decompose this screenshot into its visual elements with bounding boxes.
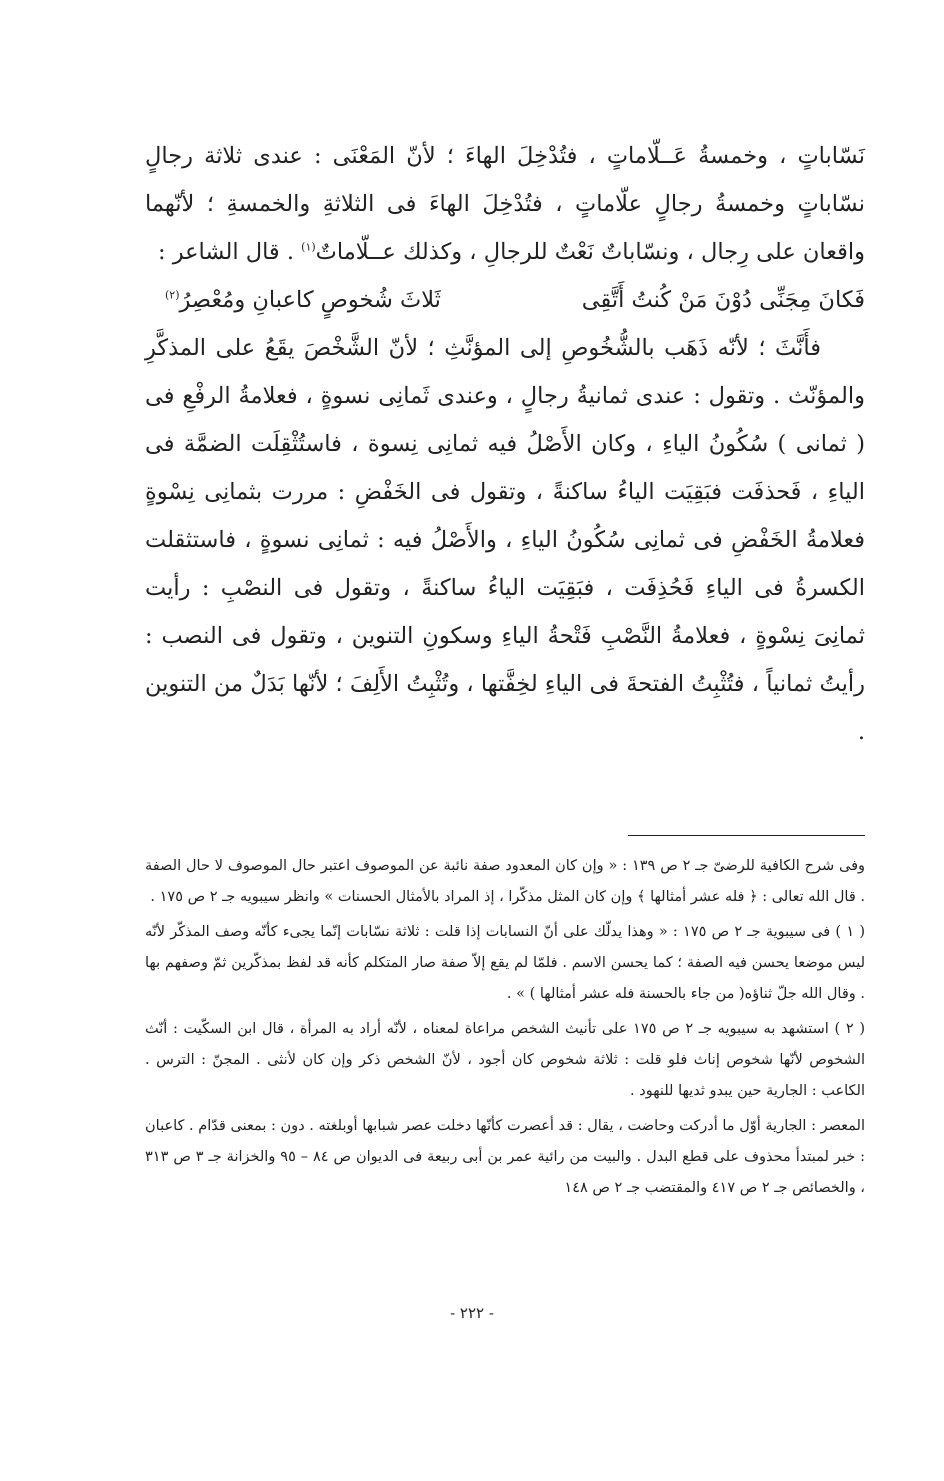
poetry-verse [165, 276, 865, 324]
page-number: - ٢٢٢ - [450, 1304, 494, 1322]
footnote-1: ( ١ ) فى سيبوية جـ ٢ ص ١٧٥ : « وهذا يدلّك على أنّ النسابات إذا قلت : ثلاثة نسّابات إنّما يجىء كأنّه وصف المذكّر لأنّه ليس موضعا يحسن فيه الصفة ؛ كما يحسن الاسم . فلمّا لم يقع إلاّ صفة صار المتكلم كأنه قد لفظ بمذكّرين ثمّ وصفهم بها . وقال الله جلّ ثناؤه( من جاء بالحسنة فله عشر أمثالها ) » . [145, 924, 865, 1002]
paragraph-1-tail: . قال الشاعر : [157, 239, 302, 265]
main-paragraph-2: فأَنَّثَ ؛ لأنّه ذَهَب بالشُّخُوصِ إلى المؤنَّثِ ؛ لأنّ الشَّخْصَ يقَعُ على المذكَّرِ والمؤنّث . وتقول : عندى ثمانيةُ رجالٍ ، وعندى ثَمانِى نسوةٍ ، فعلامةُ الرفْعِ فى ( ثمانى ) سُكُونُ الياءِ ، وكان الأَصْلُ فيه ثمانِى نِسوة ، فاستُثْقِلَت الضمَّة فى الياءِ ، فَحذفَت فبَقِيَت الياءُ ساكنةً ، وتقول فى الخَفْضِ : مررت بثمانِى نِسْوةٍ فعلامةُ الخَفْضِ فى ثمانِى سُكُونُ الياءِ ، والأَصْلُ فيه : ثمانِى نسوةٍ ، فاستثقلت الكسرةُ فى الياءِ فَحُذِفَت ، فبَقِيَت الياءُ ساكنةً ، وتقول فى النصْبِ : رأيت ثمانِىَ نِسْوةٍ ، فعلامةُ النَّصْبِ فَتْحةُ الياءِ وسكونِ التنوين ، وتقول فى النصب : رأيتُ ثمانياً ، فتُثْبِتُ الفتحةَ فى الياءِ لخِفَّتها ، وتُثْبِتُ الأَلِفَ ؛ لأنّها بَدَلٌ من التنوين . [145, 335, 865, 745]
footnote-2-continued: المعصر : الجارية أوّل ما أدركت وحاضت ، يقال : قد أعصرت كأنّها دخلت عصر شبابها أوبلغته . دون : بمعنى قدّام . كاعبان : خبر لمبتدأ محذوف على قطع البدل . والبيت من رائية عمر بن أبى ربيعة فى الديوان ص ٨٤ – ٩٥ والخزانة جـ ٣ ص ٣١٣ ، والخصائص جـ ٢ ص ٤١٧ والمقتضب جـ ٢ ص ١٤٨ [145, 1118, 866, 1196]
footnotes-block [145, 851, 865, 1208]
verse-second-hemistich-wrap [165, 276, 441, 324]
verse-second-hemistich: ثَلاثَ شُخوصٍ كاعبانِ ومُعْصِرُ [179, 287, 441, 313]
main-text-block [145, 132, 865, 756]
main-paragraph-1 [145, 132, 865, 276]
footnote-ref-1: (١) [301, 240, 316, 254]
paragraph-1-text: نَسّاباتٍ ، وخمسةُ عَــلّاماتٍ ، فتُدْخِلَ الهاءَ ؛ لأنّ المَعْنَى : عندى ثلاثة رجالٍ نسّاباتٍ وخمسةُ رجالٍ علّاماتٍ ، فتُدْخِلَ الهاءَ فى الثلاثةِ والخمسةِ ؛ لأنّهما واقعان على رِجال ، ونسّاباتٌ نَعْتٌ للرجالِ ، وكذلك عــلّاماتٌ [145, 143, 865, 265]
footnote-ref-2: (٢) [165, 288, 180, 302]
footnote-2: ( ٢ ) استشهد به سيبويه جـ ٢ ص ١٧٥ على تأنيث الشخص مراعاة لمعناه ، لأنّه أراد به المرأة ، قال ابن السكّيت : أنّث الشخوص لأنّها شخوص إناث فلو قلت : ثلاثة شخوص كان أجود ، لأنّ الشخص ذكر وإن كان لأنثى . المجنّ : الترس . الكاعب : الجارية حين يبدو ثديها للنهود . [145, 1021, 865, 1099]
footnote-continued: وفى شرح الكافية للرضىّ جـ ٢ ص ١٣٩ : « وإن كان المعدود صفة نائبة عن الموصوف اعتبر حال الموصوف لا حال الصفة . قال الله تعالى : ﴿ فله عشر أمثالها ﴾ وإن كان المثل مذكّرا ، إذ المراد بالأمثال الحسنات » وانظر سيبويه جـ ٢ ص ١٧٥ . [145, 858, 866, 905]
verse-first-hemistich: فَكانَ مِجَنِّى دُوْنَ مَنْ كُنتُ أَتَّقِى [581, 287, 865, 313]
footnote-separator [628, 835, 865, 836]
